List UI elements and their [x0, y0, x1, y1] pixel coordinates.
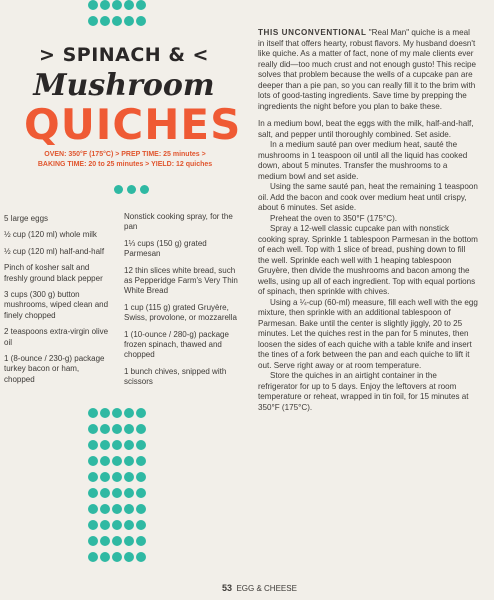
dot [140, 185, 149, 194]
dot [136, 504, 146, 514]
ingredient: 12 thin slices white bread, such as Pepperidge Farm's Very Thin White Bread [124, 265, 238, 296]
ingredient: 5 large eggs [4, 214, 49, 223]
dot [136, 536, 146, 546]
dot [136, 456, 146, 466]
dot [88, 424, 98, 434]
intro-text: "Real Man" quiche is a meal in itself that offers hearty, robust flavors. My husband doesn't like quiche. As a matter of fact, none of my male clients ever really did—too much crust and not enough gusto! This recipe solves that problem because the wells of a cupcake pan are deeper than a pie pan, so you can really fill it to the brim with lots of good-tasting ingredients. Save time by prepping the ingredients the night before you plan to bake these. [258, 28, 477, 111]
dot [124, 552, 134, 562]
dot [100, 520, 110, 530]
ingredient: 3 cups (300 g) button mushrooms, wiped clean and finely chopped [4, 290, 109, 320]
dot [88, 520, 98, 530]
step: Using a ¼-cup (60-ml) measure, fill each well with the egg mixture, then sprinkle with an additional tablespoon of Parmesan. Bake until the center is slightly jiggly, 20 to 25 minutes. Let the quiches rest in the pan for 5 minutes, then loosen the sides of each quiche with a table knife and insert the tines of a fork between the pan and each quiche to lift it out. Serve right away or at room temperature. [258, 297, 478, 370]
dot [124, 424, 134, 434]
dot [88, 16, 98, 26]
dot [88, 504, 98, 514]
decorative-dots-top [88, 0, 148, 26]
dot [100, 552, 110, 562]
dot [112, 488, 122, 498]
ingredient: 1 (10-ounce / 280-g) package frozen spinach, thawed and chopped [124, 329, 229, 360]
step: Preheat the oven to 350°F (175°C). [270, 213, 398, 223]
dot [100, 424, 110, 434]
dot [100, 488, 110, 498]
dot [136, 424, 146, 434]
dot [124, 440, 134, 450]
ingredient: 1 cup (115 g) grated Gruyère, Swiss, provolone, or mozzarella [124, 302, 237, 323]
title-line-2: Mushroom [33, 68, 215, 103]
title-line-3: QUICHES [24, 100, 242, 149]
dot [88, 472, 98, 482]
ingredient: 1⅓ cups (150 g) grated Parmesan [124, 238, 207, 259]
recipe-title [24, 44, 242, 149]
dot [100, 440, 110, 450]
dot [127, 185, 136, 194]
decorative-dots-bottom [88, 408, 148, 562]
decorative-dots-small [114, 185, 149, 194]
dot [136, 520, 146, 530]
dot [88, 536, 98, 546]
dot [100, 536, 110, 546]
dot [124, 520, 134, 530]
ingredient: ½ cup (120 ml) whole milk [4, 230, 97, 240]
step: Using the same sauté pan, heat the remaining 1 teaspoon oil. Add the bacon and cook over medium heat until crispy, about 6 minutes. Set aside. [258, 182, 478, 212]
dot [124, 472, 134, 482]
meta-line-2: BAKING TIME: 20 to 25 minutes > YIELD: 12 quiches [37, 161, 213, 168]
dot [112, 520, 122, 530]
dot [124, 536, 134, 546]
step: In a medium bowl, beat the eggs with the milk, half-and-half, salt, and pepper until thoroughly combined. Set aside. [258, 119, 474, 139]
ingredient: Pinch of kosher salt and freshly ground black pepper [4, 263, 103, 283]
dot [112, 408, 122, 418]
dot [114, 185, 123, 194]
dot [88, 440, 98, 450]
meta-line-1: OVEN: 350°F (175°C) > PREP TIME: 25 minutes > [44, 151, 206, 158]
dot [136, 488, 146, 498]
dot [100, 0, 110, 10]
dot [112, 424, 122, 434]
intro-paragraph [258, 28, 478, 112]
step: Spray a 12-well classic cupcake pan with nonstick cooking spray. Sprinkle 1 tablespoon Parmesan in the bottom of each well. Top with 1 slice of bread, pushing down to fill the well. Sprinkle each well with 1 heaping tablespoon Gruyère, then divide the mushrooms and bacon among the wells, using up all of each ingredient. Top with equal portions of spinach, then sprinkle with chives. [258, 224, 478, 296]
dot [112, 504, 122, 514]
dot [100, 16, 110, 26]
dot [136, 16, 146, 26]
dot [112, 472, 122, 482]
dot [136, 440, 146, 450]
ingredient: Nonstick cooking spray, for the pan [124, 212, 233, 232]
dot [112, 0, 122, 10]
dot [88, 552, 98, 562]
dot [112, 16, 122, 26]
instructions [258, 28, 478, 413]
dot [136, 552, 146, 562]
dot [100, 408, 110, 418]
ingredient: 1 bunch chives, snipped with scissors [124, 366, 227, 387]
page-number: 53 [222, 583, 233, 593]
section-name: EGG & CHEESE [236, 584, 297, 593]
dot [124, 504, 134, 514]
dot [100, 456, 110, 466]
dot [112, 440, 122, 450]
ingredient: ½ cup (120 ml) half-and-half [4, 246, 105, 256]
dot [136, 472, 146, 482]
dot [88, 0, 98, 10]
intro-lead: THIS UNCONVENTIONAL [258, 28, 367, 37]
dot [136, 408, 146, 418]
dot [124, 408, 134, 418]
page-footer [222, 583, 297, 593]
dot [124, 16, 134, 26]
dot [136, 0, 146, 10]
dot [100, 472, 110, 482]
title-line-1: > SPINACH & < [39, 44, 209, 66]
dot [112, 456, 122, 466]
ingredient: 2 teaspoons extra-virgin olive oil [4, 327, 109, 347]
step: Store the quiches in an airtight container in the refrigerator for up to 5 days. Enjoy the leftovers at room temperature or reheat, wrapped in tin foil, for 15 minutes at 350°F (175°C). [258, 371, 469, 412]
dot [100, 504, 110, 514]
dot [124, 0, 134, 10]
ingredients-right [124, 212, 244, 394]
ingredient: 1 (8-ounce / 230-g) package turkey bacon or ham, chopped [4, 354, 105, 384]
dot [88, 408, 98, 418]
step: In a medium sauté pan over medium heat, sauté the mushrooms in 1 teaspoon oil until all the liquid has cooked down, about 5 minutes. Transfer the mushrooms to a medium bowl and set aside. [258, 140, 468, 181]
ingredients-left [4, 214, 112, 391]
dot [112, 552, 122, 562]
dot [88, 456, 98, 466]
dot [88, 488, 98, 498]
recipe-meta [30, 150, 220, 170]
dot [124, 488, 134, 498]
dot [112, 536, 122, 546]
dot [124, 456, 134, 466]
